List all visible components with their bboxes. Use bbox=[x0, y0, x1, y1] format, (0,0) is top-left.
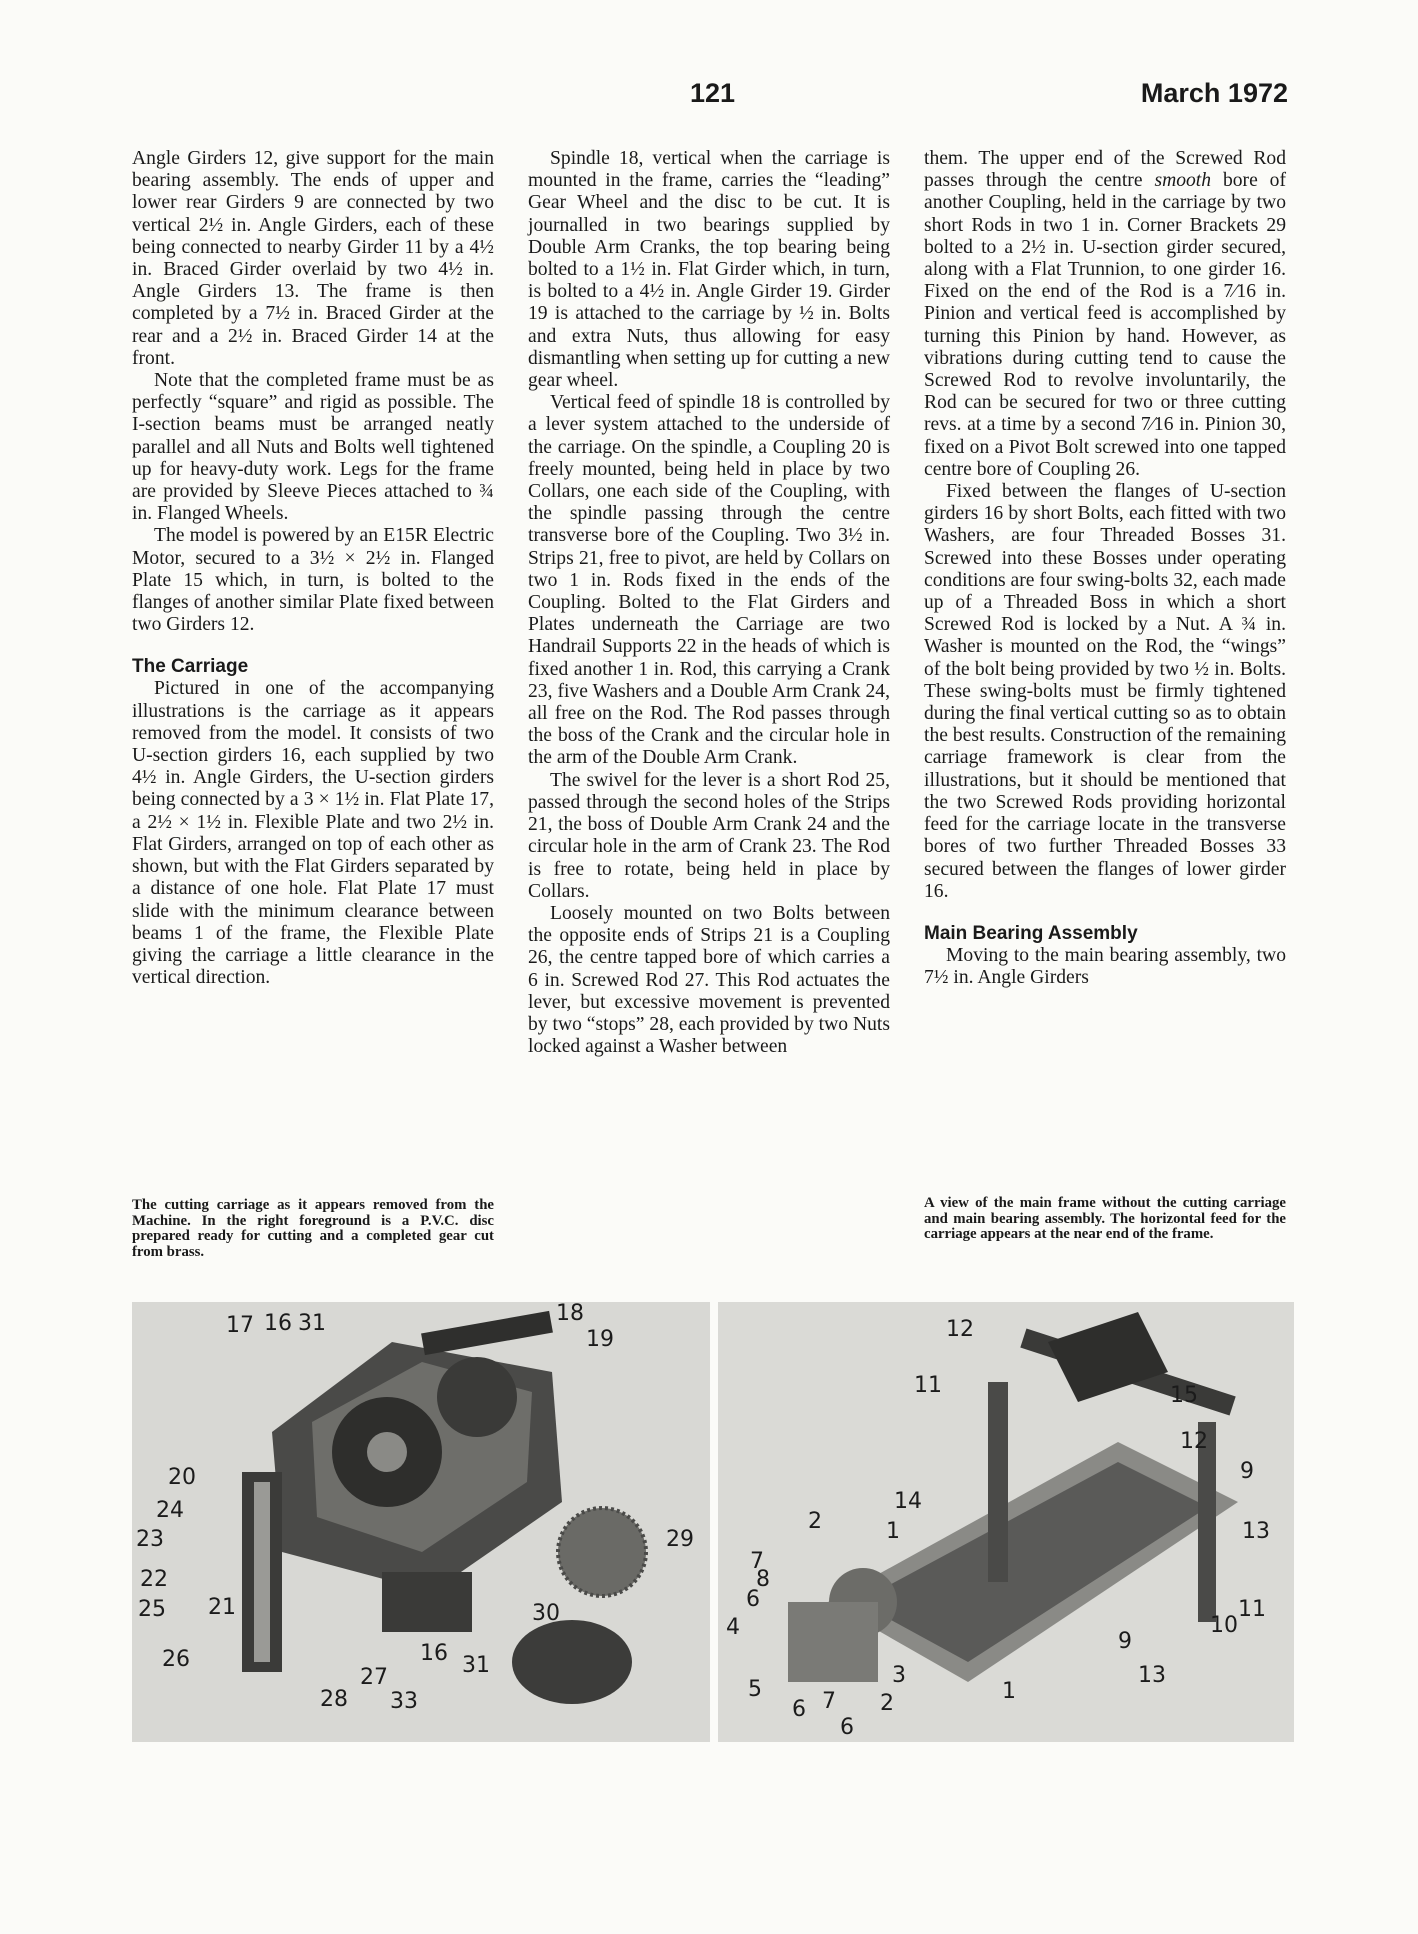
main-frame-photo bbox=[718, 1302, 1294, 1742]
page-number: 121 bbox=[690, 78, 736, 108]
paragraph: Spindle 18, vertical when the carriage is mounted in the frame, carries the “leading” Gear Wheel and the disc to be cut. It is journalled in two bearings supplied by Double Arm Cranks, the top bearing being bolted to a 1½ in. Flat Girder which, in turn, is bolted to a 4½ in. Angle Girder 19. Girder 19 is attached to the carriage by ½ in. Bolts and extra Nuts, thus allowing for easy dismantling when setting up for cutting a new gear wheel. bbox=[528, 148, 890, 392]
paragraph: Loosely mounted on two Bolts between the opposite ends of Strips 21 is a Coupling 26, the centre tapped bore of which carries a 6 in. Screwed Rod 27. This Rod actuates the lever, but excessive movement is prevented by two “stops” 28, each provided by two Nuts locked against a Washer between bbox=[528, 902, 890, 1058]
page-header bbox=[0, 78, 1418, 118]
callout-label: 23 bbox=[136, 1527, 164, 1552]
callout-label: 7 bbox=[750, 1549, 764, 1574]
callout-label: 20 bbox=[168, 1465, 196, 1490]
callout-label: 16 bbox=[420, 1641, 448, 1666]
callout-label: 17 bbox=[226, 1313, 254, 1338]
callout-label: 2 bbox=[808, 1509, 822, 1534]
paragraph: Vertical feed of spindle 18 is controlled by a lever system attached to the underside of the carriage. On the spindle, a Coupling 20 is freely mounted, being held in place by two Collars, one each side of the Coupling, with the spindle passing through the centre transverse bore of the Coupling. Two 3½ in. Strips 21, free to pivot, are held by Collars on two 1 in. Rods fixed in the ends of the Coupling. Bolted to the Flat Girders and Plates underneath the Carriage are two Handrail Supports 22 in the heads of which is fixed another 1 in. Rod, this carrying a Crank 23, five Washers and a Double Arm Crank 24, all free on the Rod. The Rod passes through the boss of the Crank and the circular hole in the arm of the Double Arm Crank. bbox=[528, 392, 890, 769]
callout-label: 9 bbox=[1118, 1629, 1132, 1654]
callout-label: 12 bbox=[1180, 1429, 1208, 1454]
text-column-1 bbox=[132, 148, 494, 989]
callout-label: 9 bbox=[1240, 1459, 1254, 1484]
callout-label: 11 bbox=[1238, 1597, 1266, 1622]
callout-label: 8 bbox=[756, 1567, 770, 1592]
photo-caption-right: A view of the main frame without the cutting carriage and main bearing assembly. The horizontal feed for the carriage appears at the near end of the frame. bbox=[924, 1195, 1286, 1243]
paragraph: The swivel for the lever is a short Rod 25, passed through the second holes of the Strips 21, the boss of Double Arm Crank 24 and the circular hole in the arm of Crank 23. The Rod is free to rotate, being held in place by Collars. bbox=[528, 769, 890, 902]
text-column-3 bbox=[924, 148, 1286, 989]
callout-label: 6 bbox=[840, 1715, 854, 1740]
section-heading: The Carriage bbox=[132, 656, 249, 678]
paragraph: The model is powered by an E15R Electric Motor, secured to a 3½ × 2½ in. Flanged Plate 15 which, in turn, is bolted to the flanges of another similar Plate fixed between two Girders 12. bbox=[132, 525, 494, 636]
callout-label: 30 bbox=[532, 1601, 560, 1626]
callout-label: 24 bbox=[156, 1498, 184, 1523]
paragraph: Moving to the main bearing assembly, two 7½ in. Angle Girders bbox=[924, 944, 1286, 989]
callout-label: 6 bbox=[792, 1697, 806, 1722]
callout-label: 19 bbox=[586, 1327, 614, 1352]
photo-caption-left: The cutting carriage as it appears removed from the Machine. In the right foreground is a P.V.C. disc prepared ready for cutting and a completed gear cut from brass. bbox=[132, 1197, 494, 1260]
issue-date: March 1972 bbox=[1140, 78, 1288, 108]
carriage-photo bbox=[132, 1302, 710, 1742]
callout-label: 16 bbox=[264, 1311, 292, 1336]
callout-label: 1 bbox=[886, 1519, 900, 1544]
callout-label: 14 bbox=[894, 1489, 922, 1514]
callout-label: 28 bbox=[320, 1687, 348, 1712]
callout-label: 5 bbox=[748, 1677, 762, 1702]
callout-label: 7 bbox=[822, 1689, 836, 1714]
callout-label: 31 bbox=[298, 1311, 326, 1336]
callout-label: 11 bbox=[914, 1373, 942, 1398]
callout-label: 10 bbox=[1210, 1613, 1238, 1638]
callout-label: 33 bbox=[390, 1689, 418, 1714]
callout-label: 18 bbox=[556, 1302, 584, 1326]
paragraph: Angle Girders 12, give support for the main bearing assembly. The ends of upper and lower rear Girders 9 are connected by two vertical 2½ in. Angle Girders, each of these being connected to nearby Girder 11 by a 4½ in. Braced Girder overlaid by two 4½ in. Angle Girders 13. The frame is then completed by a 7½ in. Braced Girder at the rear and a 2½ in. Braced Girder 14 at the front. bbox=[132, 148, 494, 369]
callout-label: 25 bbox=[138, 1597, 166, 1622]
section-heading: Main Bearing Assembly bbox=[924, 922, 1138, 944]
callout-label: 13 bbox=[1242, 1519, 1270, 1544]
main-frame-photo-drawing bbox=[718, 1302, 1294, 1742]
callout-label: 26 bbox=[162, 1647, 190, 1672]
carriage-photo-drawing bbox=[132, 1302, 710, 1742]
paragraph: Note that the completed frame must be as perfectly “square” and rigid as possible. The I-section beams must be arranged neatly parallel and all Nuts and Bolts well tightened up for heavy-duty work. Legs for the frame are provided by Sleeve Pieces attached to ¾ in. Flanged Wheels. bbox=[132, 370, 494, 525]
callout-label: 1 bbox=[1002, 1679, 1016, 1704]
callout-label: 12 bbox=[946, 1317, 974, 1342]
callout-label: 21 bbox=[208, 1595, 236, 1620]
callout-label: 27 bbox=[360, 1665, 388, 1690]
callout-label: 15 bbox=[1170, 1383, 1198, 1408]
callout-label: 6 bbox=[746, 1587, 760, 1612]
callout-label: 31 bbox=[462, 1653, 490, 1678]
callout-label: 3 bbox=[892, 1663, 906, 1688]
callout-label: 2 bbox=[880, 1691, 894, 1716]
callout-label: 29 bbox=[666, 1527, 694, 1552]
text-column-2 bbox=[528, 148, 890, 1058]
callout-label: 4 bbox=[726, 1615, 740, 1640]
callout-label: 22 bbox=[140, 1567, 168, 1592]
paragraph: them. The upper end of the Screwed Rod passes through the centre smooth bore of another Coupling, held in the carriage by two short Rods in two 1 in. Corner Brackets 29 bolted to a 2½ in. U-section girder secured, along with a Flat Trunnion, to one girder 16. Fixed on the end of the Rod is a 7⁄16 in. Pinion and vertical feed is accomplished by turning this Pinion by hand. However, as vibrations during cutting tend to cause the Screwed Rod to revolve involuntarily, the Rod can be secured for two or three cutting revs. at a time by a second 7⁄16 in. Pinion 30, fixed on a Pivot Bolt screwed into one tapped centre bore of Coupling 26. bbox=[924, 148, 1287, 480]
paragraph: Fixed between the flanges of U-section girders 16 by short Bolts, each fitted with two Washers, are four Threaded Bosses 31. Screwed into these Bosses under operating conditions are four swing-bolts 32, each made up of a Threaded Boss in which a short Screwed Rod is locked by a Nut. A ¾ in. Washer is mounted on the Rod, the “wings” of the bolt being provided by two ½ in. Bolts. These swing-bolts must be firmly tightened during the final vertical cutting so as to obtain the best results. Construction of the remaining carriage framework is clear from the illustrations, but it should be mentioned that the two Screwed Rods providing horizontal feed for the carriage locate in the transverse bores of two further Threaded Bosses 33 secured between the flanges of lower girder 16. bbox=[924, 481, 1286, 902]
callout-label: 13 bbox=[1138, 1663, 1166, 1688]
paragraph: Pictured in one of the accompanying illustrations is the carriage as it appears removed from the model. It consists of two U-section girders 16, each supplied by two 4½ in. Angle Girders, the U-section girders being connected by a 3 × 1½ in. Flat Plate 17, a 2½ × 1½ in. Flexible Plate and two 2½ in. Flat Girders, arranged on top of each other as shown, but with the Flat Girders separated by a distance of one hole. Flat Plate 17 must slide with the minimum clearance between beams 1 of the frame, the Flexible Plate giving the carriage a little clearance in the vertical direction. bbox=[132, 678, 494, 989]
